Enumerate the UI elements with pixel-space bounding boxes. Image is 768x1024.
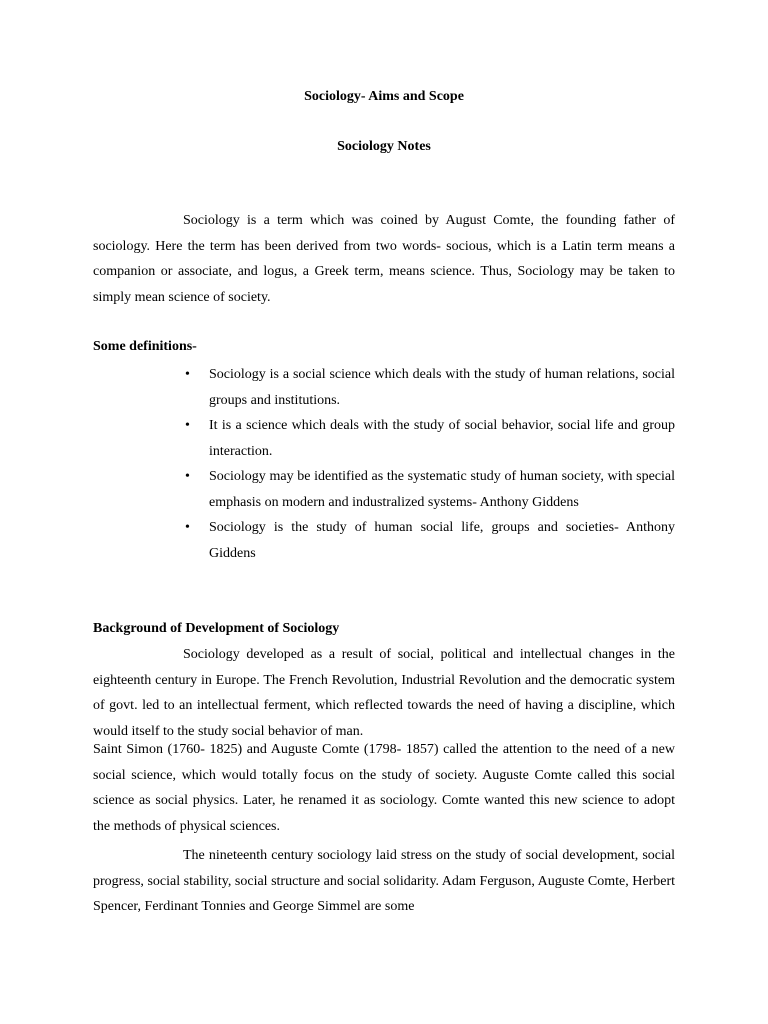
intro-paragraph: Sociology is a term which was coined by August Comte, the founding father of sociology. Here the term has been derived from two words- socious, which is a Latin term means a companion or associate, and logus, a Greek term, means science. Thus, Sociology may be taken to simply mean science of society. (93, 213, 675, 305)
definition-text: Sociology is a social science which deals with the study of human relations, social groups and institutions. (209, 367, 675, 408)
bullet-icon: • (185, 418, 190, 433)
definition-item (185, 515, 675, 566)
background-paragraph: The nineteenth century sociology laid stress on the study of social development, social progress, social stability, social structure and social solidarity. Adam Ferguson, Auguste Comte, Herbert Spencer, Ferdinant Tonnies and George Simmel are some (93, 848, 675, 914)
definitions-list (185, 362, 675, 566)
bullet-icon: • (185, 469, 190, 484)
background-paragraph: Sociology developed as a result of social, political and intellectual changes in the eighteenth century in Europe. The French Revolution, Industrial Revolution and the democratic system of govt. led to an intellectual ferment, which reflected towards the need of having a discipline, which would itself to the study social behavior of man. (93, 647, 675, 739)
bullet-icon: • (185, 367, 190, 382)
definition-text: Sociology may be identified as the systematic study of human society, with special emphasis on modern and industralized systems- Anthony Giddens (209, 469, 675, 510)
document-subtitle: Sociology Notes (337, 139, 431, 154)
definition-item (185, 362, 675, 413)
background-paragraph: Saint Simon (1760- 1825) and Auguste Comte (1798- 1857) called the attention to the need of a new social science, which would totally focus on the study of society. Auguste Comte called this social science as social physics. Later, he renamed it as sociology. Comte wanted this new science to adopt the methods of physical sciences. (93, 742, 675, 834)
background-heading: Background of Development of Sociology (93, 621, 340, 636)
document-title: Sociology- Aims and Scope (304, 89, 464, 104)
definition-text: Sociology is the study of human social life, groups and societies- Anthony Giddens (209, 520, 675, 561)
definition-item (185, 464, 675, 515)
definition-text: It is a science which deals with the study of social behavior, social life and group interaction. (209, 418, 675, 459)
definitions-heading: Some definitions- (93, 339, 197, 354)
definition-item (185, 413, 675, 464)
bullet-icon: • (185, 520, 190, 535)
